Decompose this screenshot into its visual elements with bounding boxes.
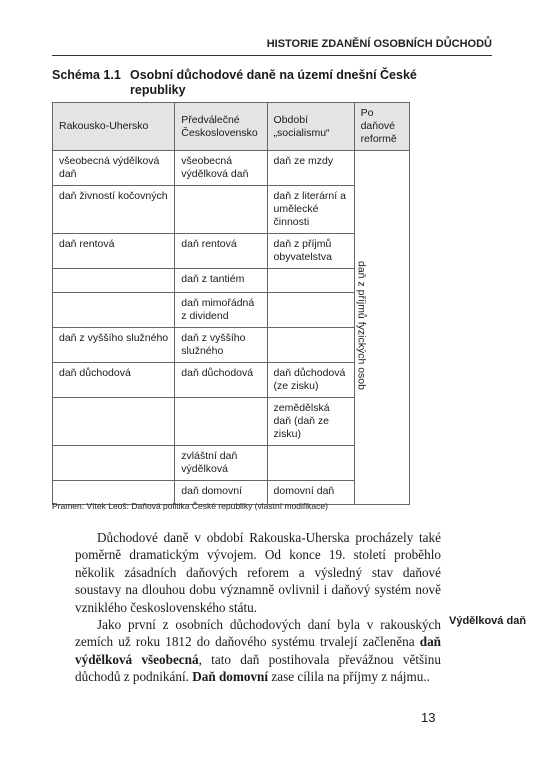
column-header: Rakousko-Uhersko bbox=[53, 103, 175, 151]
table-cell: daň z příjmů obyvatelstva bbox=[267, 234, 354, 269]
table-cell: daň z vyššího služného bbox=[175, 328, 267, 363]
text-run: Jako první z osobních důchodových daní byla v rakouských zemích už roku 1812 do daňového systému trvalejí začleněna bbox=[75, 617, 441, 650]
table-cell bbox=[53, 446, 175, 481]
caption-number: Schéma 1.1 bbox=[52, 68, 121, 82]
page-number: 13 bbox=[421, 710, 436, 725]
table-cell bbox=[267, 269, 354, 293]
table-cell bbox=[53, 269, 175, 293]
margin-note: Výdělková daň bbox=[449, 615, 527, 627]
bold-term: daň výdělková všeobecná bbox=[75, 634, 441, 667]
table-cell bbox=[175, 398, 267, 446]
table-cell: všeobecná výdělková daň bbox=[175, 151, 267, 186]
table-cell: daň důchodová bbox=[175, 363, 267, 398]
table-cell: zemědělská daň (daň ze zisku) bbox=[267, 398, 354, 446]
table-cell bbox=[267, 446, 354, 481]
reform-cell-text: daň z příjmů fyzických osob bbox=[355, 261, 368, 390]
table-header-row bbox=[53, 103, 410, 151]
bold-term: Daň domovní bbox=[192, 669, 269, 685]
table-row bbox=[53, 151, 410, 186]
body-text bbox=[75, 529, 441, 686]
table-cell: daň ze mzdy bbox=[267, 151, 354, 186]
paragraph bbox=[75, 616, 441, 686]
table-cell: daň důchodová (ze zisku) bbox=[267, 363, 354, 398]
reform-cell bbox=[354, 151, 409, 505]
text-run: zase cílila na příjmy z nájmu.. bbox=[268, 669, 430, 685]
paragraph: Důchodové daně v období Rakouska-Uherska procházely také poměrně dramatickým vývojem. Od konce 19. století proběhlo několik zásadních daňových reforem a výsledný stav daňové soustavy na dlouhou dobu významně ovlivnil i daňový systém nově vzniklého československého státu. bbox=[75, 530, 441, 615]
text-run: , tato daň postihovala převážnou většinu důchodů z podnikání. bbox=[75, 651, 441, 685]
running-header: HISTORIE ZDANĚNÍ OSOBNÍCH DŮCHODŮ bbox=[52, 38, 492, 56]
table-cell: daň z vyššího služného bbox=[53, 328, 175, 363]
table-cell: zvláštní daň výdělková bbox=[175, 446, 267, 481]
tax-scheme-table bbox=[52, 102, 410, 505]
table-cell: daň živností kočovných bbox=[53, 186, 175, 234]
table-cell: domovní daň bbox=[267, 481, 354, 505]
table-cell bbox=[267, 293, 354, 328]
table-cell: daň domovní bbox=[175, 481, 267, 505]
column-header: Období „socialismu“ bbox=[267, 103, 354, 151]
source-note: Pramen: Vítek Leoš: Daňová politika České republiky (vlastní modifikace) bbox=[52, 501, 328, 511]
table-cell bbox=[53, 398, 175, 446]
table-cell bbox=[267, 328, 354, 363]
table-cell: daň rentová bbox=[175, 234, 267, 269]
table-cell: daň z tantiém bbox=[175, 269, 267, 293]
table-cell: daň rentová bbox=[53, 234, 175, 269]
table-cell: daň důchodová bbox=[53, 363, 175, 398]
table-cell: daň mimořádná z dividend bbox=[175, 293, 267, 328]
table-cell: všeobecná výdělková daň bbox=[53, 151, 175, 186]
caption-title: Osobní důchodové daně na území dnešní České republiky bbox=[130, 68, 417, 97]
table-cell bbox=[53, 293, 175, 328]
column-header: Předválečné Československo bbox=[175, 103, 267, 151]
table-cell: daň z literární a umělecké činnosti bbox=[267, 186, 354, 234]
table-cell bbox=[175, 186, 267, 234]
column-header: Po daňové reformě bbox=[354, 103, 409, 151]
